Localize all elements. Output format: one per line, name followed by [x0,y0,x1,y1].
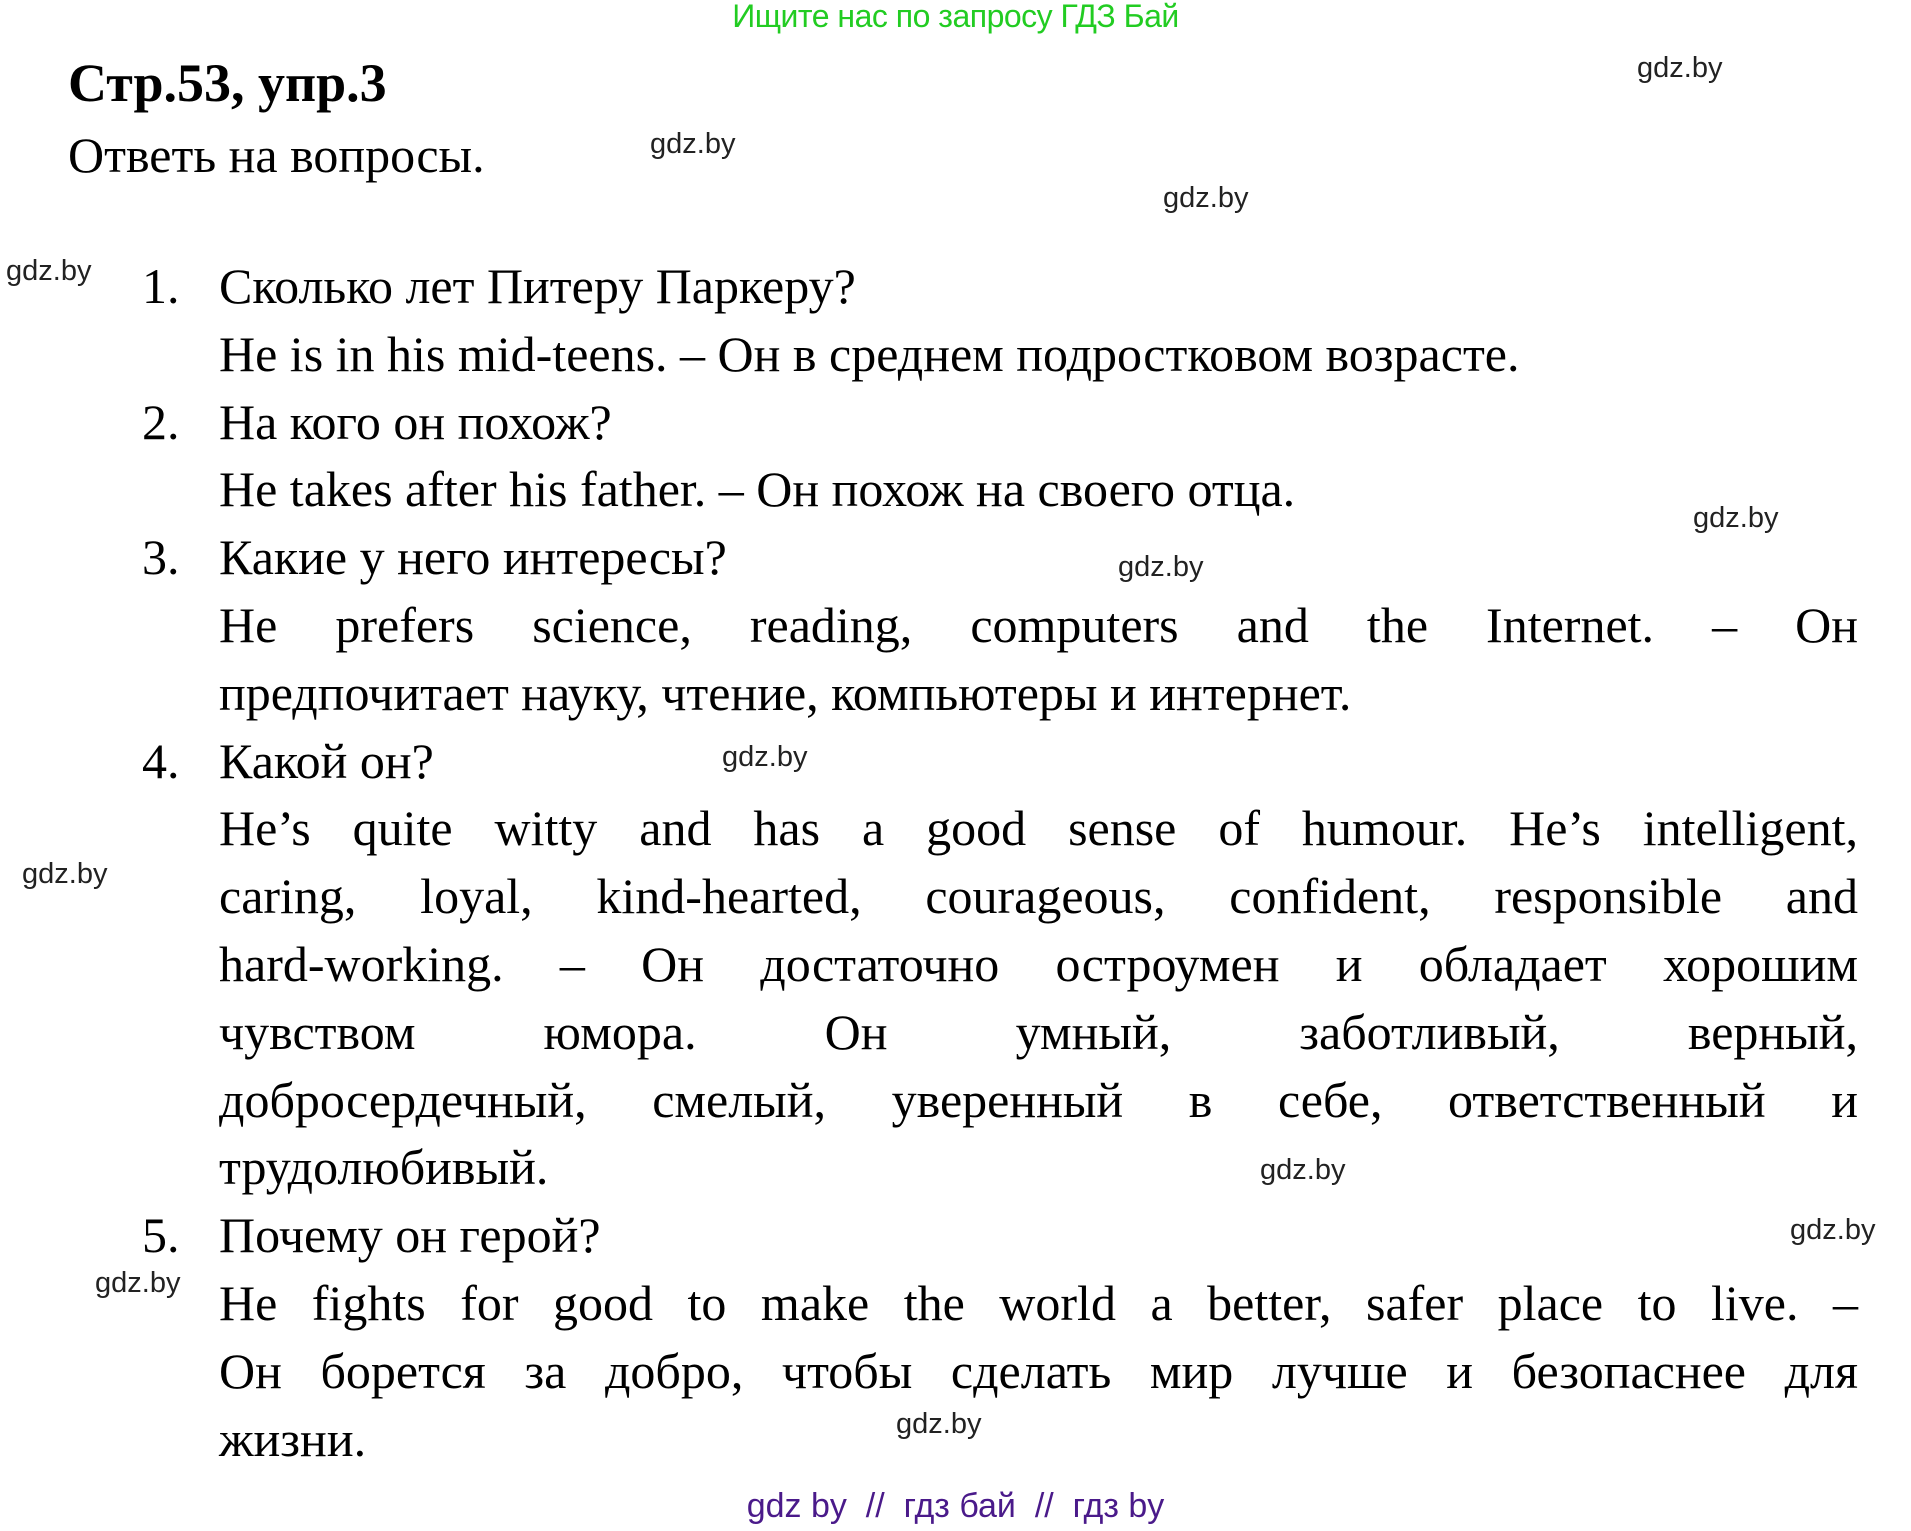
answer-line: He is in his mid-teens. – Он в среднем подростковом возрасте. [219,326,1520,382]
watermark: gdz.by [6,255,92,287]
watermark: gdz.by [1260,1154,1346,1186]
top-search-banner: Ищите нас по запросу ГДЗ Бай [732,0,1179,34]
watermark: gdz.by [1790,1214,1876,1246]
item-number: 1. [142,258,180,314]
watermark: gdz.by [896,1408,982,1440]
answer-line: жизни. [219,1411,367,1467]
task-instruction: Ответь на вопросы. [68,127,485,183]
watermark: gdz.by [722,741,808,773]
answer-line: caring, loyal, kind-hearted, courageous, confident, responsible and [219,868,1858,924]
answer-line: чувством юмора. Он умный, заботливый, верный, [219,1004,1858,1060]
answer-line: He fights for good to make the world a better, safer place to live. – [219,1275,1858,1331]
item-number: 4. [142,733,180,789]
question: Сколько лет Питеру Паркеру? [219,258,856,314]
question: Какой он? [219,733,434,789]
answer-line: He takes after his father. – Он похож на своего отца. [219,461,1296,517]
watermark: gdz.by [22,858,108,890]
watermark: gdz.by [1118,551,1204,583]
answer-line: Он борется за добро, чтобы сделать мир лучше и безопаснее для [219,1343,1858,1399]
page-title: Стр.53, упр.3 [68,53,387,113]
watermark: gdz.by [1693,502,1779,534]
answer-line: hard-working. – Он достаточно остроумен и обладает хорошим [219,936,1858,992]
watermark: gdz.by [95,1267,181,1299]
item-number: 5. [142,1207,180,1263]
question: На кого он похож? [219,394,612,450]
answer-line: предпочитает науку, чтение, компьютеры и интернет. [219,665,1352,721]
watermark: gdz.by [1163,182,1249,214]
answer-line: He prefers science, reading, computers and the Internet. – Он [219,597,1858,653]
bottom-site-banner: gdz by // гдз бай // гдз by [746,1487,1165,1525]
answer-line: трудолюбивый. [219,1139,549,1195]
watermark: gdz.by [650,128,736,160]
watermark: gdz.by [1637,52,1723,84]
answer-line: добросердечный, смелый, уверенный в себе, ответственный и [219,1072,1858,1128]
item-number: 3. [142,529,180,585]
question: Какие у него интересы? [219,529,727,585]
answer-line: He’s quite witty and has a good sense of humour. He’s intelligent, [219,800,1858,856]
question: Почему он герой? [219,1207,601,1263]
item-number: 2. [142,394,180,450]
